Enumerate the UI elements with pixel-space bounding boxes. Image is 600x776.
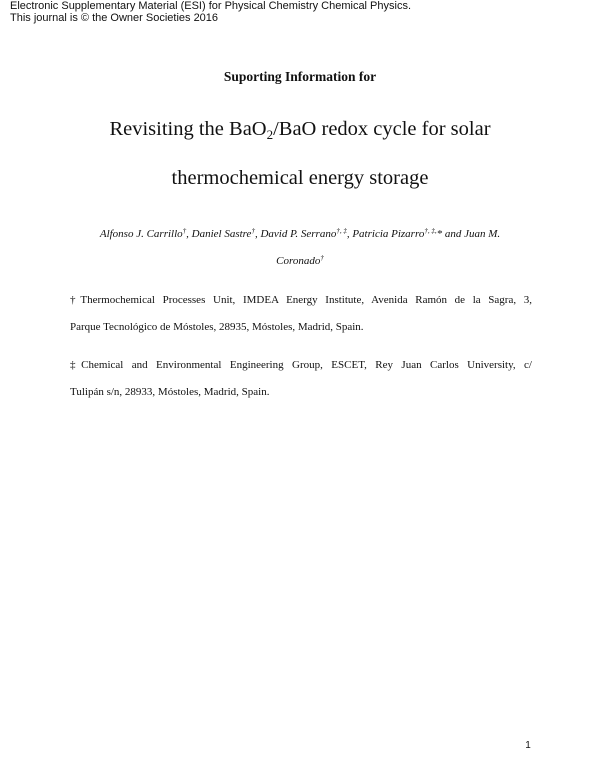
paper-title-line-1: [0, 117, 600, 141]
author-serrano-affil: †, ‡: [336, 227, 347, 235]
author-pizarro-affil: †, ‡,: [424, 227, 437, 235]
author-carrillo: Alfonso J. Carrillo: [99, 228, 183, 240]
title-subscript: 2: [266, 127, 274, 142]
author-coronado: Coronado: [276, 255, 321, 267]
affiliation-imdea-line-1: †Thermochemical Processes Unit, IMDEA Energy Institute, Avenida Ramón de la Sagra, 3,: [70, 294, 532, 306]
supporting-info-heading: Suporting Information for: [223, 69, 377, 84]
esi-line-copyright: This journal is © the Owner Societies 2016: [10, 12, 219, 24]
author-serrano: , David P. Serrano: [254, 228, 337, 240]
author-pizarro-suffix: * and Juan M.: [436, 228, 501, 240]
affiliation-urjc-line-1: ‡Chemical and Environmental Engineering Group, ESCET, Rey Juan Carlos University, c/: [70, 359, 532, 371]
esi-header: [10, 0, 411, 24]
esi-line-journal: Electronic Supplementary Material (ESI) for Physical Chemistry Chemical Physics.: [10, 0, 412, 12]
title-part-2: /BaO redox cycle for solar: [273, 118, 491, 140]
author-sastre: , Daniel Sastre: [186, 228, 252, 240]
affiliation-urjc: [70, 359, 532, 399]
author-list-line-1: [70, 228, 530, 240]
author-pizarro: , Patricia Pizarro: [346, 228, 425, 240]
author-list-line-2: [70, 255, 530, 267]
paper-title-line-2: thermochemical energy storage: [171, 167, 429, 189]
page-number: 1: [525, 740, 531, 751]
author-sastre-affil: †: [251, 227, 255, 235]
author-coronado-affil: †: [320, 254, 324, 262]
title-part-1: Revisiting the BaO: [109, 118, 267, 140]
affiliation-imdea: [70, 294, 532, 334]
affiliation-imdea-line-2: Parque Tecnológico de Móstoles, 28935, Móstoles, Madrid, Spain.: [70, 321, 364, 333]
author-carrillo-affil: †: [182, 227, 187, 235]
affiliation-urjc-line-2: Tulipán s/n, 28933, Móstoles, Madrid, Spain.: [70, 386, 270, 398]
